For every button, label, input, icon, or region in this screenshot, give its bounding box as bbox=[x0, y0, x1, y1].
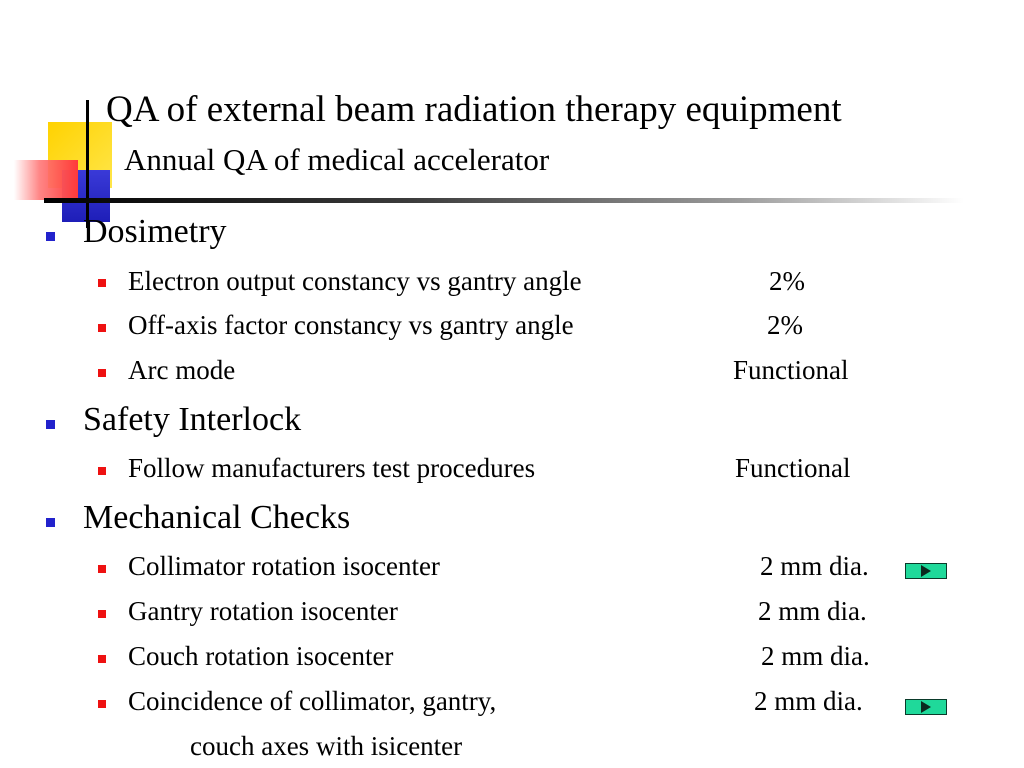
item-gantry-rotation-label: Gantry rotation isocenter bbox=[128, 596, 398, 626]
decor-red-square bbox=[14, 160, 78, 200]
item-bullet bbox=[98, 467, 106, 475]
item-bullet bbox=[98, 610, 106, 618]
item-coincidence-label: Coincidence of collimator, gantry, bbox=[128, 686, 497, 716]
item-couch-rotation-label: Couch rotation isocenter bbox=[128, 641, 394, 671]
title-underline bbox=[44, 198, 964, 203]
item-electron-output-value: 2% bbox=[769, 266, 805, 296]
item-arc-mode-value: Functional bbox=[733, 355, 849, 385]
decor-vertical-line bbox=[86, 100, 89, 228]
item-gantry-rotation-value: 2 mm dia. bbox=[758, 596, 867, 626]
item-couch-rotation-value: 2 mm dia. bbox=[761, 641, 870, 671]
slide-subtitle: Annual QA of medical accelerator bbox=[124, 142, 550, 177]
item-manufacturer-procedures-value: Functional bbox=[735, 453, 851, 483]
item-bullet bbox=[98, 655, 106, 663]
next-slide-button-2[interactable] bbox=[905, 699, 947, 715]
item-off-axis-value: 2% bbox=[767, 310, 803, 340]
section-bullet bbox=[46, 518, 55, 527]
item-coincidence-continuation: couch axes with isicenter bbox=[190, 731, 463, 761]
item-bullet bbox=[98, 369, 106, 377]
section-heading-dosimetry: Dosimetry bbox=[83, 213, 227, 250]
play-arrow-icon bbox=[921, 565, 931, 577]
item-bullet bbox=[98, 324, 106, 332]
section-bullet bbox=[46, 232, 55, 241]
section-bullet bbox=[46, 420, 55, 429]
item-electron-output-label: Electron output constancy vs gantry angle bbox=[128, 266, 582, 296]
section-heading-safety-interlock: Safety Interlock bbox=[83, 401, 302, 438]
item-off-axis-label: Off-axis factor constancy vs gantry angle bbox=[128, 310, 574, 340]
item-coincidence-value: 2 mm dia. bbox=[754, 686, 863, 716]
item-manufacturer-procedures-label: Follow manufacturers test procedures bbox=[128, 453, 536, 483]
section-heading-mechanical-checks: Mechanical Checks bbox=[83, 499, 351, 536]
slide-title: QA of external beam radiation therapy equipment bbox=[106, 89, 842, 130]
item-collimator-rotation-value: 2 mm dia. bbox=[760, 551, 869, 581]
next-slide-button[interactable] bbox=[905, 563, 947, 579]
play-arrow-icon bbox=[921, 701, 931, 713]
item-bullet bbox=[98, 565, 106, 573]
item-arc-mode-label: Arc mode bbox=[128, 355, 236, 385]
item-bullet bbox=[98, 279, 106, 287]
item-collimator-rotation-label: Collimator rotation isocenter bbox=[128, 551, 440, 581]
item-bullet bbox=[98, 700, 106, 708]
